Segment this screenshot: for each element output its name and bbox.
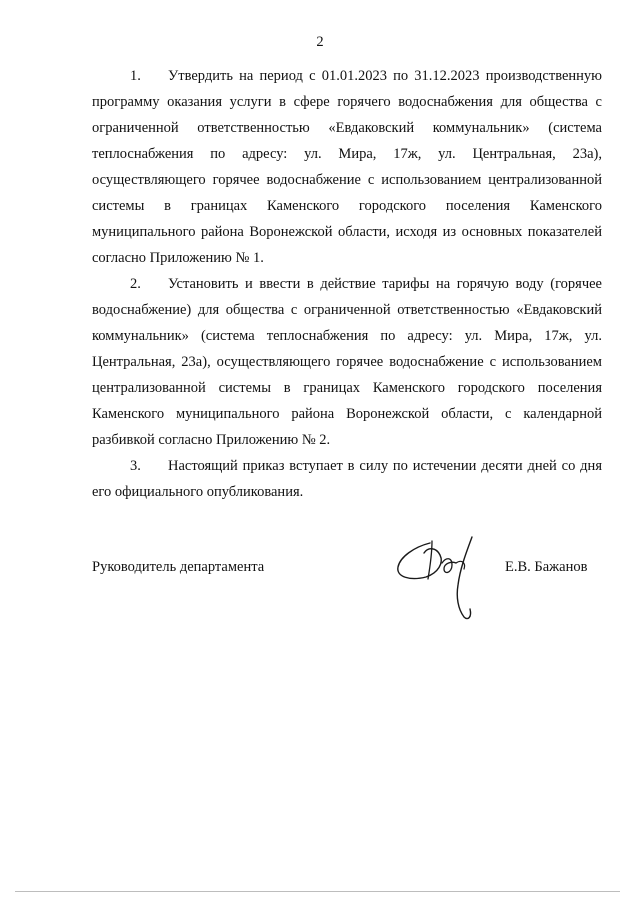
paragraph-3 xyxy=(92,453,602,505)
handwritten-signature xyxy=(392,533,488,623)
signatory-name: Е.В. Бажанов xyxy=(505,559,588,575)
paragraph-number: 3. xyxy=(130,458,141,474)
paragraph-number: 1. xyxy=(130,68,141,84)
scan-edge-divider xyxy=(15,891,620,892)
signature-block xyxy=(92,553,602,633)
paragraph-2 xyxy=(92,271,602,453)
paragraph-number: 2. xyxy=(130,276,141,292)
paragraph-1 xyxy=(92,63,602,271)
paragraph-text: Утвердить на период с 01.01.2023 по 31.12.2023 производственную программу оказания услуги в сфере горячего водоснабжения для общества с ограниченной ответственностью «Евдаковский коммунальник» (система теплоснабжения по адресу: ул. Мира, 17ж, ул. Центральная, 23а), осуществляющего горячее водоснабжение с использованием централизованной системы в границах Каменского городского поселения Каменского муниципального района Воронежской области, исходя из основных показателей согласно Приложению № 1. xyxy=(92,68,602,266)
page-number: 2 xyxy=(316,34,324,50)
paragraph-text: Установить и ввести в действие тарифы на горячую воду (горячее водоснабжение) для общества с ограниченной ответственностью «Евдаковский коммунальник» (система теплоснабжения по адресу: ул. Мира, 17ж, ул. Центральная, 23а), осуществляющего горячее водоснабжение с использованием централизованной системы в границах Каменского городского поселения Каменского муниципального района Воронежской области, с календарной разбивкой согласно Приложению № 2. xyxy=(92,276,602,448)
signatory-position: Руководитель департамента xyxy=(92,559,265,575)
paragraph-text: Настоящий приказ вступает в силу по истечении десяти дней со дня его официального опубликования. xyxy=(92,458,602,500)
document-body xyxy=(92,63,602,505)
